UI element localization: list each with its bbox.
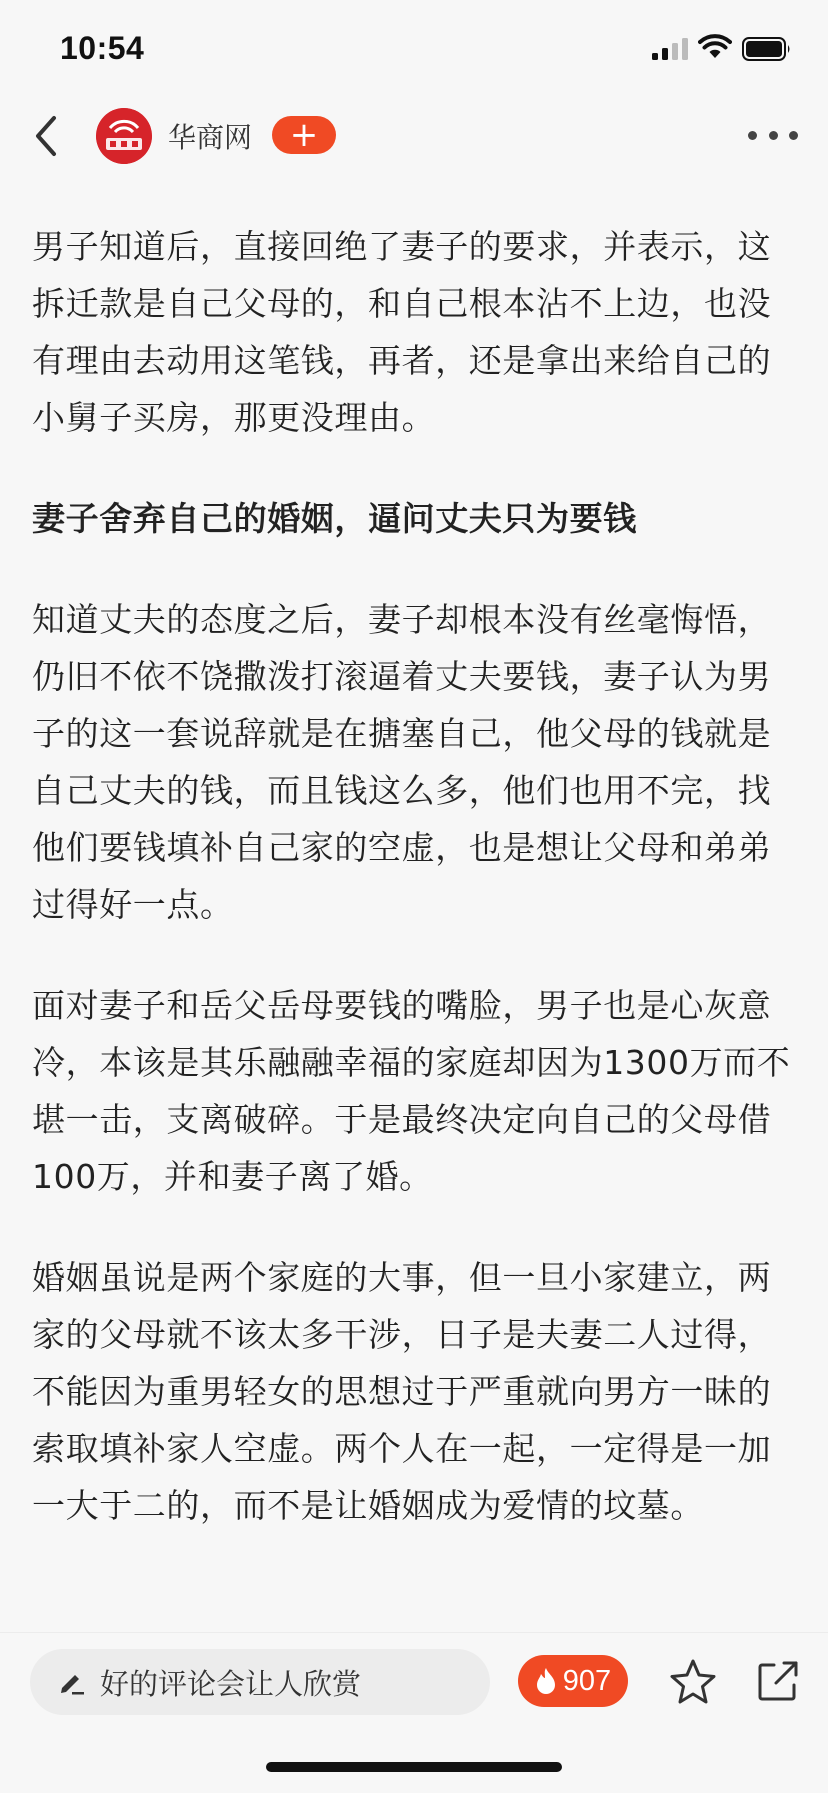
back-arrow-icon xyxy=(32,114,60,158)
source-name[interactable]: 华商网 xyxy=(168,122,253,153)
article-body xyxy=(32,218,802,1534)
share-icon[interactable] xyxy=(754,1657,802,1705)
more-options-button[interactable] xyxy=(748,120,798,150)
comment-input[interactable] xyxy=(30,1649,490,1715)
source-avatar[interactable] xyxy=(96,108,152,164)
pencil-icon xyxy=(58,1667,88,1697)
source-logo xyxy=(96,108,152,164)
home-indicator[interactable] xyxy=(266,1762,562,1772)
article-paragraph-2: 知道丈夫的态度之后，妻子却根本没有丝毫悔悟，仍旧不依不饶撒泼打滚逼着丈夫要钱，妻子认为男子的这一套说辞就是在搪塞自己，他父母的钱就是自己丈夫的钱，而且钱这么多，他们也用不完，找他们要钱填补自己家的空虚，也是想让父母和弟弟过得好一点。 xyxy=(32,600,772,924)
battery-icon xyxy=(742,36,792,62)
back-button[interactable] xyxy=(20,106,72,166)
article-paragraph-1: 男子知道后，直接回绝了妻子的要求，并表示，这拆迁款是自己父母的，和自己根本沾不上边，也没有理由去动用这笔钱，再者，还是拿出来给自己的小舅子买房，那更没理由。 xyxy=(32,227,772,437)
star-icon[interactable] xyxy=(668,1657,718,1707)
wifi-icon xyxy=(698,34,732,60)
follow-button[interactable]: + xyxy=(272,116,336,154)
nav-bar xyxy=(0,96,828,176)
status-bar xyxy=(0,0,828,96)
article-paragraph-4: 婚姻虽说是两个家庭的大事，但一旦小家建立，两家的父母就不该太多干涉，日子是夫妻二人过得，不能因为重男轻女的思想过于严重就向男方一昧的索取填补家人空虚。两个人在一起，一定得是一加一大于二的，而不是让婚姻成为爱情的坟墓。 xyxy=(32,1258,772,1525)
flame-icon xyxy=(535,1667,557,1695)
like-button[interactable] xyxy=(518,1655,628,1707)
article-subheading: 妻子舍弃自己的婚姻，逼问丈夫只为要钱 xyxy=(32,499,637,538)
like-count: 907 xyxy=(562,1664,612,1697)
comment-placeholder: 好的评论会让人欣赏 xyxy=(100,1668,362,1701)
signal-icon xyxy=(652,38,688,60)
more-dots-icon xyxy=(748,131,757,140)
status-time: 10:54 xyxy=(60,30,145,66)
article-paragraph-3: 面对妻子和岳父岳母要钱的嘴脸，男子也是心灰意冷，本该是其乐融融幸福的家庭却因为1300万而不堪一击，支离破碎。于是最终决定向自己的父母借100万，并和妻子离了婚。 xyxy=(32,986,791,1196)
